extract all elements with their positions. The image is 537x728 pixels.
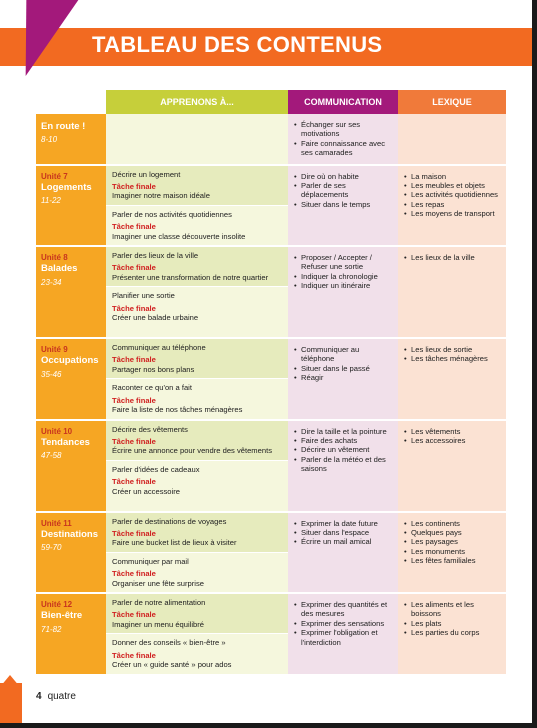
unit-pages: 8-10 [41,135,58,145]
lesson-title: Donner des conseils « bien-être » [112,638,226,648]
list-item: • Les activités quotidiennes [404,190,500,199]
final-task-text: Créer un « guide santé » pour ados [112,659,232,669]
list-item: • Exprimer des quantités et des mesures [294,600,392,619]
list-item: • Les meubles et objets [404,181,500,190]
lesson-title: Parler des lieux de la ville [112,251,199,261]
final-task-label: Tâche finale [112,650,156,660]
communication-cell [288,166,398,247]
list-item: • Parler de la météo et des saisons [294,455,392,474]
final-task-label: Tâche finale [112,222,156,232]
lesson-title: Parler de notre alimentation [112,597,206,607]
unit-cell [36,114,106,166]
unit-name: Tendances [41,436,90,448]
list-item: • Les parties du corps [404,628,500,637]
list-item: • Dire où on habite [294,172,392,181]
list-item: • Les lieux de la ville [404,253,500,262]
list-item: • Les plats [404,619,500,628]
final-task-text: Imaginer un menu équilibré [112,619,205,629]
communication-list [294,172,392,210]
lesson-title: Décrire des vêtements [112,424,188,434]
final-task-label: Tâche finale [112,528,156,538]
communication-cell [288,339,398,420]
unit-name: Bien-être [41,610,83,622]
list-item: • Situer dans le passé [294,364,392,373]
lesson-block [106,633,288,673]
apprenons-cell [106,594,288,676]
communication-cell [288,247,398,339]
lexique-cell [398,513,506,594]
list-item: • Les paysages [404,537,500,546]
lesson-title: Raconter ce qu'on a fait [112,383,192,393]
unit-pages: 47-58 [41,451,62,461]
lexique-list [404,345,500,364]
lesson-block [106,166,288,205]
unit-number: Unité 9 [41,345,68,355]
table-body [36,114,506,676]
unit-number: Unité 10 [41,426,73,436]
header-empty-cell [36,90,106,114]
final-task-label: Tâche finale [112,355,156,365]
unit-pages: 59-70 [41,543,62,553]
list-item: • Indiquer la chronologie [294,272,392,281]
communication-list [294,345,392,383]
final-task-text: Partager nos bons plans [112,364,195,374]
table-header-row [36,90,506,114]
lexique-list [404,253,500,262]
lexique-cell [398,594,506,676]
lesson-block [106,552,288,592]
final-task-text: Imaginer notre maison idéale [112,191,210,201]
list-item: • Exprimer l'obligation et l'interdiction [294,628,392,647]
unit-pages: 71-82 [41,624,62,634]
list-item: • Décrire un vêtement [294,445,392,454]
lexique-cell [398,339,506,420]
unit-cell [36,421,106,513]
lexique-list [404,427,500,446]
table-row [36,247,506,339]
final-task-text: Faire la liste de nos tâches ménagères [112,405,243,415]
right-edge-border [532,0,537,728]
lexique-list [404,172,500,219]
list-item: • La maison [404,172,500,181]
final-task-text: Écrire une annonce pour vendre des vêtements [112,446,272,456]
list-item: • Proposer / Accepter / Refuser une sortie [294,253,392,272]
apprenons-cell [106,421,288,513]
lexique-list [404,600,500,638]
lesson-block [106,339,288,378]
final-task-label: Tâche finale [112,436,156,446]
unit-number: Unité 8 [41,253,68,263]
final-task-text: Présenter une transformation de notre quartier [112,272,269,282]
lesson-block [106,286,288,326]
lexique-cell [398,247,506,339]
lexique-cell [398,421,506,513]
table-row [36,114,506,166]
apprenons-cell [106,247,288,339]
unit-cell [36,339,106,420]
list-item: • Les fêtes familiales [404,556,500,565]
unit-pages: 23-34 [41,277,62,287]
list-item: • Dire la taille et la pointure [294,427,392,436]
final-task-text: Imaginer une classe découverte insolite [112,231,246,241]
list-item: • Écrire un mail amical [294,537,392,546]
lesson-block [106,421,288,460]
communication-list [294,120,392,158]
list-item: • Les moyens de transport [404,209,500,218]
contents-table [36,90,506,676]
list-item: • Situer dans le temps [294,200,392,209]
communication-list [294,600,392,647]
apprenons-cell [106,114,288,166]
lesson-title: Décrire un logement [112,169,181,179]
unit-cell [36,247,106,339]
final-task-label: Tâche finale [112,610,156,620]
list-item: • Échanger sur ses motivations [294,120,392,139]
lexique-list [404,519,500,566]
page-number-word: quatre [47,691,76,702]
list-item: • Situer dans l'espace [294,528,392,537]
list-item: • Quelques pays [404,528,500,537]
list-item: • Communiquer au téléphone [294,345,392,364]
bottom-edge-border [0,723,537,728]
list-item: • Réagir [294,373,392,382]
final-task-text: Organiser une fête surprise [112,578,205,588]
table-row [36,513,506,594]
table-row [36,166,506,247]
table-row [36,594,506,676]
final-task-label: Tâche finale [112,182,156,192]
list-item: • Exprimer la date future [294,519,392,528]
lesson-block [106,513,288,552]
list-item: • Les continents [404,519,500,528]
list-item: • Indiquer un itinéraire [294,281,392,290]
table-row [36,421,506,513]
lexique-cell [398,166,506,247]
unit-cell [36,513,106,594]
list-item: • Faire des achats [294,436,392,445]
communication-list [294,253,392,291]
list-item: • Les aliments et les boissons [404,600,500,619]
unit-number: Unité 11 [41,518,72,528]
unit-name: Logements [41,182,92,194]
list-item: • Faire connaissance avec ses camarades [294,139,392,158]
unit-name: Occupations [41,355,99,367]
final-task-label: Tâche finale [112,395,156,405]
header-lexique: LEXIQUE [398,90,506,114]
final-task-label: Tâche finale [112,569,156,579]
unit-pages: 11-22 [41,196,61,206]
unit-cell [36,594,106,676]
final-task-label: Tâche finale [112,263,156,273]
final-task-text: Faire une bucket list de lieux à visiter [112,538,237,548]
list-item: • Parler de ses déplacements [294,181,392,200]
page-footer [36,691,76,702]
unit-pages: 35-46 [41,369,62,379]
list-item: • Les vêtements [404,427,500,436]
lesson-title: Communiquer au téléphone [112,343,206,353]
page-title: TABLEAU DES CONTENUS [92,32,383,57]
lesson-title: Parler de destinations de voyages [112,516,227,526]
header-communication: COMMUNICATION [288,90,398,114]
lexique-cell [398,114,506,166]
unit-name: En route ! [41,121,86,132]
final-task-text: Créer une balade urbaine [112,313,199,323]
unit-name: Balades [41,263,78,275]
lesson-block [106,205,288,245]
communication-cell [288,421,398,513]
page-number: 4 [36,691,42,702]
unit-cell [36,166,106,247]
final-task-text: Créer un accessoire [112,486,180,496]
communication-cell [288,594,398,676]
communication-list [294,427,392,474]
communication-list [294,519,392,547]
apprenons-cell [106,513,288,594]
footer-tab-decoration [0,683,22,723]
unit-number: Unité 7 [41,171,68,181]
table-row [36,339,506,420]
lesson-title: Planifier une sortie [112,291,175,301]
lesson-block [106,460,288,500]
lesson-block [106,247,288,286]
communication-cell [288,114,398,166]
header-apprenons: APPRENONS À... [106,90,288,114]
list-item: • Les monuments [404,547,500,556]
list-item: • Les repas [404,200,500,209]
final-task-label: Tâche finale [112,303,156,313]
list-item: • Les lieux de sortie [404,345,500,354]
apprenons-cell [106,339,288,420]
apprenons-cell [106,166,288,247]
list-item: • Les tâches ménagères [404,354,500,363]
lesson-title: Parler d'idées de cadeaux [112,464,200,474]
lesson-block [106,378,288,418]
final-task-label: Tâche finale [112,477,156,487]
lesson-block [106,594,288,633]
communication-cell [288,513,398,594]
unit-number: Unité 12 [41,599,73,609]
list-item: • Exprimer des sensations [294,619,392,628]
lesson-title: Parler de nos activités quotidiennes [112,209,232,219]
unit-name: Destinations [41,528,99,540]
list-item: • Les accessoires [404,436,500,445]
lesson-title: Communiquer par mail [112,556,189,566]
